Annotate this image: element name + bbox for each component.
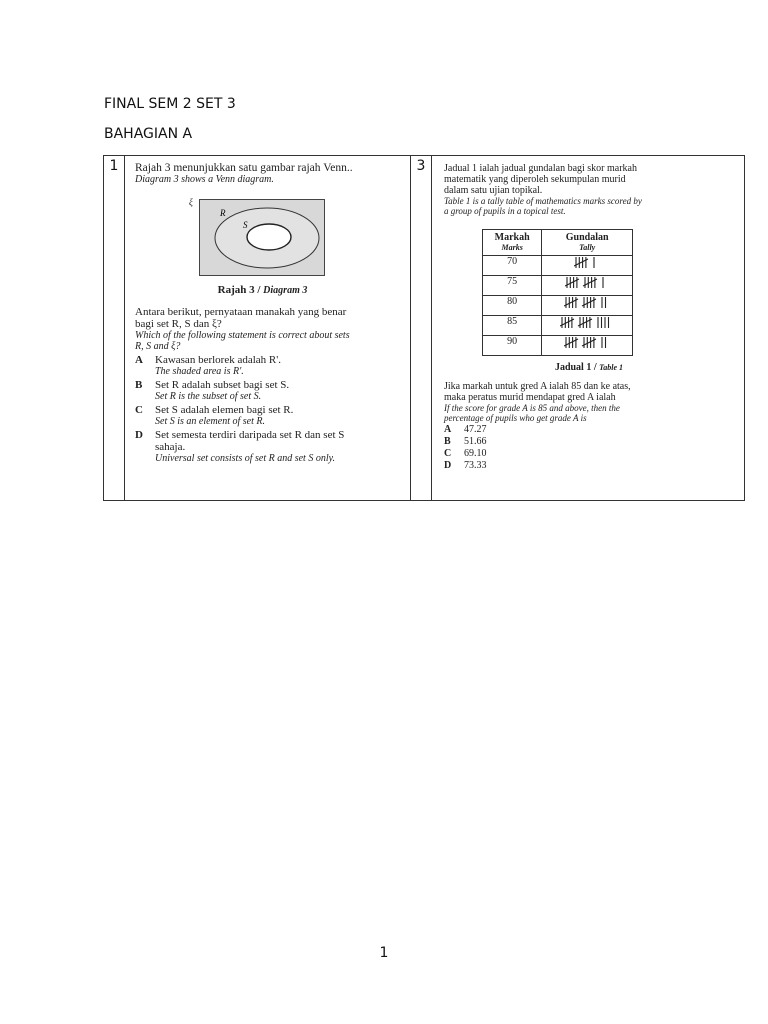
q3-option-c[interactable]: C 69.10 xyxy=(444,448,487,459)
tally-mark-cell: 90 xyxy=(483,336,542,356)
q3-stem-en-2: a group of pupils in a topical test. xyxy=(444,206,566,216)
q1-question-ms-2: bagi set R, S dan ξ? xyxy=(135,318,222,330)
tally-strokes xyxy=(560,316,614,329)
venn-label-universal: ξ xyxy=(189,197,193,207)
q1-caption-en: Diagram 3 xyxy=(263,285,308,296)
tally-mark-cell: 80 xyxy=(483,296,542,316)
tally-marks-cell xyxy=(542,256,633,276)
q3-option-a[interactable]: A 47.27 xyxy=(444,424,487,435)
q1-option-c[interactable]: C Set S adalah elemen bagi set R. xyxy=(135,404,294,416)
q1-question-en-1: Which of the following statement is correct about sets xyxy=(135,330,350,341)
tally-marks-cell xyxy=(542,296,633,316)
tally-marks-cell xyxy=(542,336,633,356)
tally-strokes xyxy=(564,336,611,349)
q3-question-ms-2: maka peratus murid mendapat gred A ialah xyxy=(444,392,616,403)
venn-label-s: S xyxy=(243,220,248,230)
tally-row xyxy=(483,256,633,276)
tally-header-tally: Gundalan Tally xyxy=(542,230,633,256)
tally-strokes xyxy=(565,276,609,289)
questions-table xyxy=(103,155,745,501)
tally-row xyxy=(483,336,633,356)
tally-mark-cell: 85 xyxy=(483,316,542,336)
q3-options xyxy=(444,424,744,472)
q3-caption-en: Table 1 xyxy=(599,363,624,372)
section-heading: BAHAGIAN A xyxy=(104,126,193,142)
question-1-number: 1 xyxy=(104,156,125,501)
tally-row xyxy=(483,276,633,296)
q1-stem-ms: Rajah 3 menunjukkan satu gambar rajah Venn.. xyxy=(135,162,353,174)
venn-diagram xyxy=(189,197,325,276)
q3-question-en-2: percentage of pupils who get grade A is xyxy=(444,413,587,423)
tally-strokes xyxy=(564,296,611,309)
q3-option-b[interactable]: B 51.66 xyxy=(444,436,487,447)
q3-question-en-1: If the score for grade A is 85 and above, then the xyxy=(444,403,620,413)
page-number: 1 xyxy=(379,945,389,961)
q3-stem-en-1: Table 1 is a tally table of mathematics marks scored by xyxy=(444,196,642,206)
q1-option-b-en: Set R is the subset of set S. xyxy=(155,391,262,402)
document-title: FINAL SEM 2 SET 3 xyxy=(104,96,236,112)
tally-mark-cell: 75 xyxy=(483,276,542,296)
q1-option-c-en: Set S is an element of set R. xyxy=(155,416,265,427)
tally-row xyxy=(483,316,633,336)
tally-marks-cell xyxy=(542,276,633,296)
q3-stem-ms-2: matematik yang diperoleh sekumpulan murid xyxy=(444,174,626,185)
q1-question-en-2: R, S and ξ? xyxy=(135,341,181,352)
q3-option-d[interactable]: D 73.33 xyxy=(444,460,487,471)
venn-label-r: R xyxy=(220,208,226,218)
q1-question-ms-1: Antara berikut, pernyataan manakah yang benar xyxy=(135,306,347,318)
tally-strokes xyxy=(574,256,600,269)
q1-option-a[interactable]: A Kawasan berlorek adalah R'. xyxy=(135,354,281,366)
tally-mark-cell: 70 xyxy=(483,256,542,276)
question-1-cell xyxy=(125,156,411,501)
q3-stem-ms-3: dalam satu ujian topikal. xyxy=(444,185,543,196)
q1-caption-ms: Rajah 3 / xyxy=(217,284,264,296)
question-3-cell xyxy=(432,156,745,501)
q3-caption xyxy=(434,362,744,373)
tally-row xyxy=(483,296,633,316)
question-3-number: 3 xyxy=(411,156,432,501)
tally-marks-cell xyxy=(542,316,633,336)
q3-question-ms-1: Jika markah untuk gred A ialah 85 dan ke atas, xyxy=(444,381,631,392)
q3-caption-ms: Jadual 1 / xyxy=(554,362,600,373)
q1-option-d-en: Universal set consists of set R and set S only. xyxy=(155,453,335,464)
q3-stem-ms-1: Jadual 1 ialah jadual gundalan bagi skor markah xyxy=(444,163,637,174)
q1-stem-en: Diagram 3 shows a Venn diagram. xyxy=(135,174,274,185)
q1-caption xyxy=(115,284,410,296)
tally-table xyxy=(482,229,633,356)
q1-options xyxy=(135,354,410,464)
q1-option-a-en: The shaded area is R'. xyxy=(155,366,244,377)
q1-option-d[interactable]: D Set semesta terdiri daripada set R dan set S sahaja. xyxy=(135,429,345,453)
q1-option-b[interactable]: B Set R adalah subset bagi set S. xyxy=(135,379,290,391)
tally-header-marks: Markah Marks xyxy=(483,230,542,256)
